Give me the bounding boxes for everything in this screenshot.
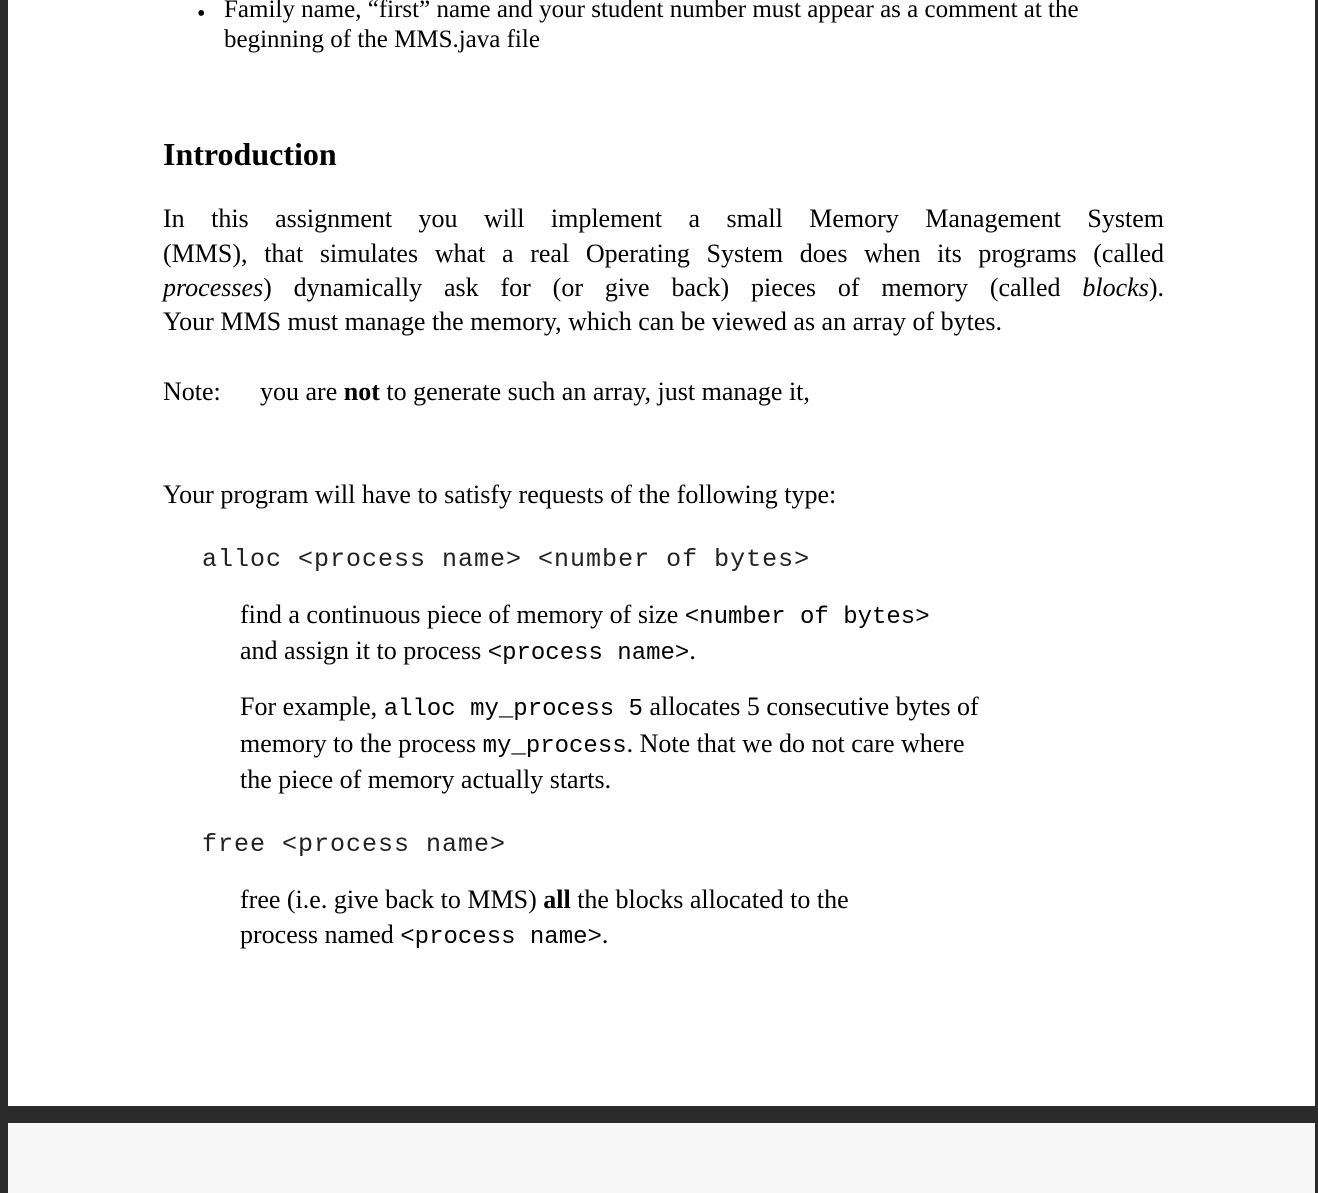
alloc-desc-line-2: and assign it to process <process name>. xyxy=(240,636,696,667)
intro-paragraph-line-1: In this assignment you will implement a small Memory Management System xyxy=(163,204,1164,233)
number-of-bytes-code: <number of bytes> xyxy=(684,604,930,631)
section-heading: Introduction xyxy=(163,136,337,172)
example-alloc-code: alloc my_process 5 xyxy=(383,696,643,723)
requests-intro: Your program will have to satisfy requests of the following type: xyxy=(163,480,837,509)
free-process-name-code: <process name> xyxy=(400,924,602,951)
all-emphasis: all xyxy=(543,885,571,914)
note-emphasis: not xyxy=(343,377,380,406)
alloc-desc-line-1: find a continuous piece of memory of size <number of bytes> xyxy=(240,600,930,631)
blocks-term: blocks xyxy=(1082,273,1149,302)
process-name-code: <process name> xyxy=(487,640,690,667)
alloc-example-line-2: memory to the process my_process. Note that we do not care where xyxy=(240,729,965,760)
intro-paragraph-line-3: processes) dynamically ask for (or give back) pieces of memory (called blocks). xyxy=(163,273,1164,302)
bullet-line-2: beginning of the MMS.java file xyxy=(224,26,540,53)
bullet-line-1: Family name, “first” name and your student number must appear as a comment at the xyxy=(224,0,1079,23)
alloc-example-line-1: For example, alloc my_process 5 allocates 5 consecutive bytes of xyxy=(240,692,979,723)
intro-paragraph-line-2: (MMS), that simulates what a real Operating System does when its programs (called xyxy=(163,239,1164,268)
next-page-top xyxy=(8,1123,1315,1193)
note-label: Note: xyxy=(163,377,221,406)
bullet-dot-icon: • xyxy=(197,1,206,27)
processes-term: processes xyxy=(163,273,264,302)
note-text: you are not to generate such an array, just manage it, xyxy=(260,377,810,406)
free-desc-line-2: process named <process name>. xyxy=(240,920,609,951)
alloc-command: alloc <process name> <number of bytes> xyxy=(202,545,811,574)
free-command: free <process name> xyxy=(202,830,507,859)
intro-paragraph-line-4: Your MMS must manage the memory, which can be viewed as an array of bytes. xyxy=(163,307,1003,336)
free-desc-line-1: free (i.e. give back to MMS) all the blocks allocated to the xyxy=(240,885,849,914)
example-process-code: my_process xyxy=(482,733,627,760)
alloc-example-line-3: the piece of memory actually starts. xyxy=(240,765,612,794)
document-page xyxy=(8,0,1315,1106)
